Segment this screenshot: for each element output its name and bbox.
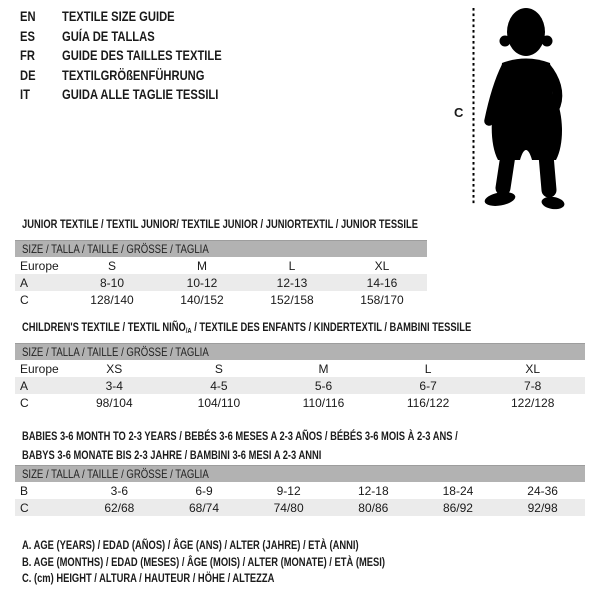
row-label: A [15, 377, 62, 394]
size-cell: 10-12 [157, 274, 247, 291]
row-label: C [15, 499, 77, 516]
size-bar [15, 240, 427, 257]
size-cell: 122/128 [510, 395, 555, 410]
footnote: C. (cm) HEIGHT / ALTURA / HAUTEUR / HÖHE / ALTEZZA [22, 571, 275, 586]
footnote: B. AGE (MONTHS) / EDAD (MESES) / ÂGE (MOIS) / ALTER (MONATE) / ETÀ (MESI) [22, 554, 385, 569]
size-table-junior [15, 215, 427, 311]
language-code: IT [20, 86, 30, 102]
size-cell: XS [106, 361, 123, 376]
table-row [15, 257, 427, 274]
size-cell: 7-8 [480, 377, 585, 394]
table-title-line: JUNIOR TEXTILE / TEXTIL JUNIOR/ TEXTILE JUNIOR / JUNIORTEXTIL / JUNIOR TESSILE [22, 217, 418, 231]
row-label: Europe [20, 361, 59, 376]
table-row [15, 394, 585, 411]
row-label: Europe [20, 258, 59, 273]
row-label: A [15, 274, 67, 291]
size-cell: 62/68 [77, 499, 162, 516]
language-row [20, 85, 262, 105]
size-bar [15, 465, 585, 482]
size-data-table [15, 360, 585, 411]
language-label: TEXTILGRÖßENFÜHRUNG [62, 66, 205, 83]
size-cell: 18-24 [442, 483, 474, 498]
size-cell: 14-16 [337, 274, 427, 291]
size-cell: 4-5 [167, 377, 272, 394]
row-label: C [20, 395, 29, 410]
table-title-line: CHILDREN'S TEXTILE / TEXTIL $NIÑO_{/A}$ / TEXTILE DES ENFANTS / KINDERTEXTIL / BAMBINI TESSILE [22, 320, 472, 335]
language-row [20, 66, 262, 86]
footnotes-block [22, 537, 487, 587]
language-label: GUIDA ALLE TAGLIE TESSILI [62, 86, 219, 102]
size-cell: 128/140 [90, 292, 134, 307]
size-cell: 116/122 [406, 395, 450, 410]
language-code: FR [20, 47, 35, 63]
size-cell: 3-6 [110, 483, 128, 498]
table-row [15, 499, 585, 516]
size-cell: XL [374, 258, 390, 273]
size-bar-label: SIZE / TALLA / TAILLE / GRÖSSE / TAGLIA [22, 345, 209, 359]
row-label: C [20, 292, 29, 307]
table-row [15, 482, 585, 499]
size-cell: M [318, 361, 329, 376]
size-cell: 68/74 [162, 499, 247, 516]
size-data-table [15, 257, 427, 308]
size-cell: M [197, 258, 207, 273]
size-cell: L [288, 258, 296, 273]
size-cell: S [107, 258, 116, 273]
size-cell: 104/110 [197, 395, 241, 410]
table-title-line: BABYS 3-6 MONATE BIS 2-3 JAHRE / BAMBINI 3-6 MESI A 2-3 ANNI [22, 447, 322, 462]
size-cell: L [424, 361, 432, 376]
size-data-table [15, 482, 585, 516]
size-bar-label: SIZE / TALLA / TAILLE / GRÖSSE / TAGLIA [22, 242, 209, 256]
table-title-line: BABIES 3-6 MONTH TO 2-3 YEARS / BEBÉS 3-6 MESES A 2-3 AÑOS / BÉBÉS 3-6 MOIS À 2-3 ANS / [22, 429, 458, 443]
size-cell: 80/86 [331, 499, 416, 516]
size-bar [15, 343, 585, 360]
size-bar-label: SIZE / TALLA / TAILLE / GRÖSSE / TAGLIA [22, 467, 209, 481]
size-cell: 86/92 [416, 499, 501, 516]
table-title [22, 215, 530, 234]
size-cell: 152/158 [270, 292, 314, 307]
table-title [22, 318, 598, 340]
table-title [22, 427, 581, 464]
toddler-silhouette-icon [478, 5, 580, 210]
size-table-children [15, 318, 585, 420]
size-cell: 6-9 [195, 483, 213, 498]
size-cell: 12-18 [357, 483, 389, 498]
language-label: GUIDE DES TAILLES TEXTILE [62, 47, 222, 63]
size-cell: 5-6 [271, 377, 376, 394]
height-dashed-line [472, 8, 476, 206]
table-row [15, 360, 585, 377]
language-row [20, 27, 262, 47]
language-label: TEXTILE SIZE GUIDE [62, 8, 175, 24]
size-cell: 110/116 [302, 395, 345, 410]
size-cell: XL [525, 361, 541, 376]
size-cell: 9-12 [276, 483, 301, 498]
language-code: ES [20, 27, 35, 44]
row-label: B [20, 483, 29, 498]
footnote: A. AGE (YEARS) / EDAD (AÑOS) / ÂGE (ANS) / ALTER (JAHRE) / ETÀ (ANNI) [22, 538, 359, 552]
size-cell: 92/98 [500, 499, 585, 516]
size-cell: 8-10 [67, 274, 157, 291]
language-row [20, 7, 262, 27]
table-row [15, 377, 585, 394]
size-cell: 158/170 [360, 292, 404, 307]
size-cell: 3-4 [62, 377, 167, 394]
table-row [15, 291, 427, 308]
size-cell: 74/80 [246, 499, 331, 516]
size-cell: 24-36 [527, 483, 558, 498]
height-label: C [454, 105, 464, 120]
size-cell: S [214, 361, 223, 376]
size-cell: 6-7 [376, 377, 481, 394]
language-label: GUÍA DE TALLAS [62, 27, 155, 44]
size-cell: 12-13 [247, 274, 337, 291]
language-row [20, 46, 262, 66]
language-guide-block [20, 7, 262, 105]
size-cell: 140/152 [180, 292, 224, 307]
language-code: DE [20, 66, 36, 83]
child-height-figure [440, 2, 590, 214]
language-code: EN [20, 8, 36, 24]
size-table-babies [15, 427, 585, 519]
table-row [15, 274, 427, 291]
size-cell: 98/104 [95, 395, 133, 410]
